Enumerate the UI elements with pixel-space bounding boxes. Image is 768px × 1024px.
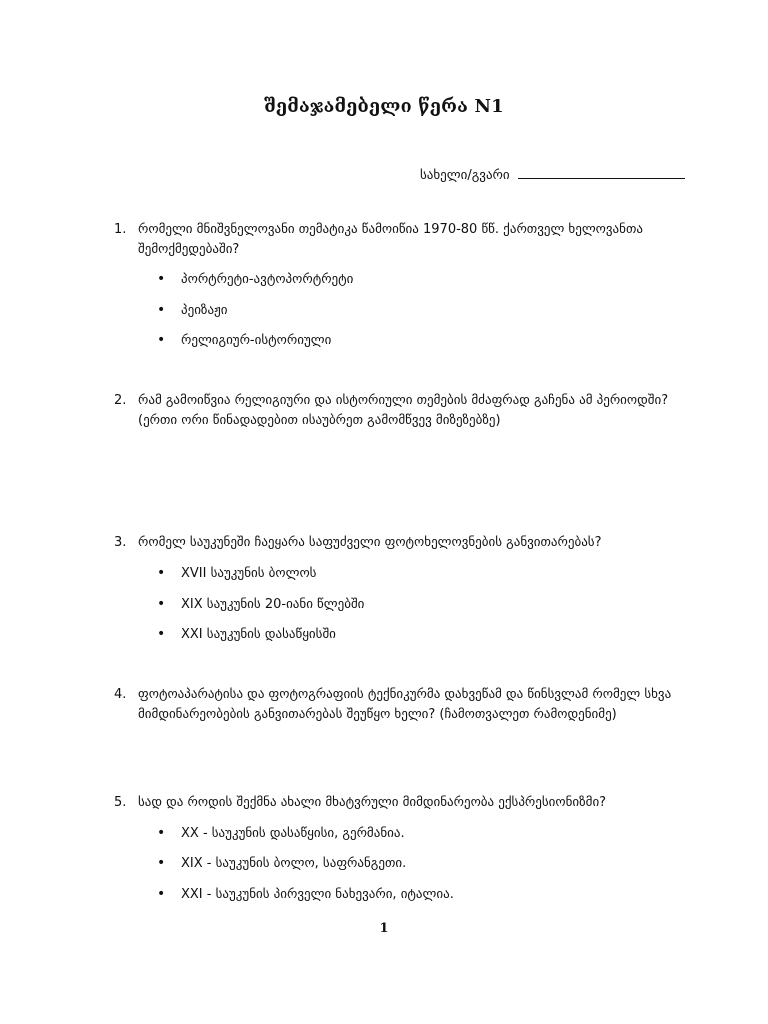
question-5-option-2	[157, 855, 406, 871]
name-label: სახელი/გვარი	[420, 168, 510, 183]
question-text: რომელ საუკუნეში ჩაეყარა საფუძველი ფოტოხელოვნების განვითარებას?	[138, 535, 602, 550]
document-title: შემაჯამებელი წერა N1	[264, 96, 504, 117]
question-3	[114, 533, 674, 553]
bullet-icon: •	[157, 271, 166, 287]
name-blank-line	[518, 166, 685, 179]
question-text: რომელი მნიშვნელოვანი თემატიკა წამოიწია 1970-80 წწ. ქართველ ხელოვანთა შემოქმედებაში?	[138, 222, 643, 257]
question-5-option-3	[157, 886, 454, 902]
option-text: XIX საუკუნის 20-იანი წლებში	[181, 597, 365, 612]
page-number: 1	[379, 921, 389, 936]
question-1-option-1	[157, 271, 353, 287]
bullet-icon: •	[157, 565, 166, 581]
question-3-option-2	[157, 596, 364, 612]
question-1	[114, 220, 674, 260]
option-text: XX - საუკუნის დასაწყისი, გერმანია.	[181, 826, 405, 841]
bullet-icon: •	[157, 332, 166, 348]
question-text: სად და როდის შექმნა ახალი მხატვრული მიმდინარეობა ექსპრესიონიზმი?	[138, 795, 607, 810]
question-5-option-1	[157, 825, 405, 841]
question-number: 4.	[114, 687, 127, 702]
question-number: 2.	[114, 393, 127, 408]
bullet-icon: •	[157, 886, 166, 902]
question-3-option-1	[157, 565, 316, 581]
question-number: 1.	[114, 222, 127, 237]
question-3-option-3	[157, 626, 336, 642]
bullet-icon: •	[157, 302, 166, 318]
option-text: XXI საუკუნის დასაწყისში	[181, 627, 336, 642]
name-field	[420, 166, 685, 183]
question-number: 5.	[114, 795, 127, 810]
option-text: XVII საუკუნის ბოლოს	[181, 566, 317, 581]
question-number: 3.	[114, 535, 127, 550]
question-4	[114, 685, 674, 725]
option-text: XIX - საუკუნის ბოლო, საფრანგეთი.	[181, 856, 407, 871]
bullet-icon: •	[157, 855, 166, 871]
bullet-icon: •	[157, 825, 166, 841]
bullet-icon: •	[157, 626, 166, 642]
question-1-option-2	[157, 302, 228, 318]
question-text: ფოტოაპარატისა და ფოტოგრაფიის ტექნიკურმა დახვეწამ და წინსვლამ რომელ სხვა მიმდინარეობების განვითარებას შეუწყო ხელი? (ჩამოთვალეთ რამოდენიმე)	[138, 687, 672, 722]
bullet-icon: •	[157, 596, 166, 612]
option-text: რელიგიურ-ისტორიული	[181, 333, 332, 348]
option-text: პეიზაჟი	[181, 303, 228, 318]
question-1-option-3	[157, 332, 331, 348]
question-5	[114, 793, 674, 813]
option-text: პორტრეტი-ავტოპორტრეტი	[181, 272, 354, 287]
question-2	[114, 391, 674, 431]
option-text: XXI - საუკუნის პირველი ნახევარი, იტალია.	[181, 887, 454, 902]
question-text: რამ გამოიწვია რელიგიური და ისტორიული თემების მძაფრად გაჩენა ამ პერიოდში? (ერთი ორი წინადადებით ისაუბრეთ გამომწვევ მიზეზებზე)	[138, 393, 669, 428]
